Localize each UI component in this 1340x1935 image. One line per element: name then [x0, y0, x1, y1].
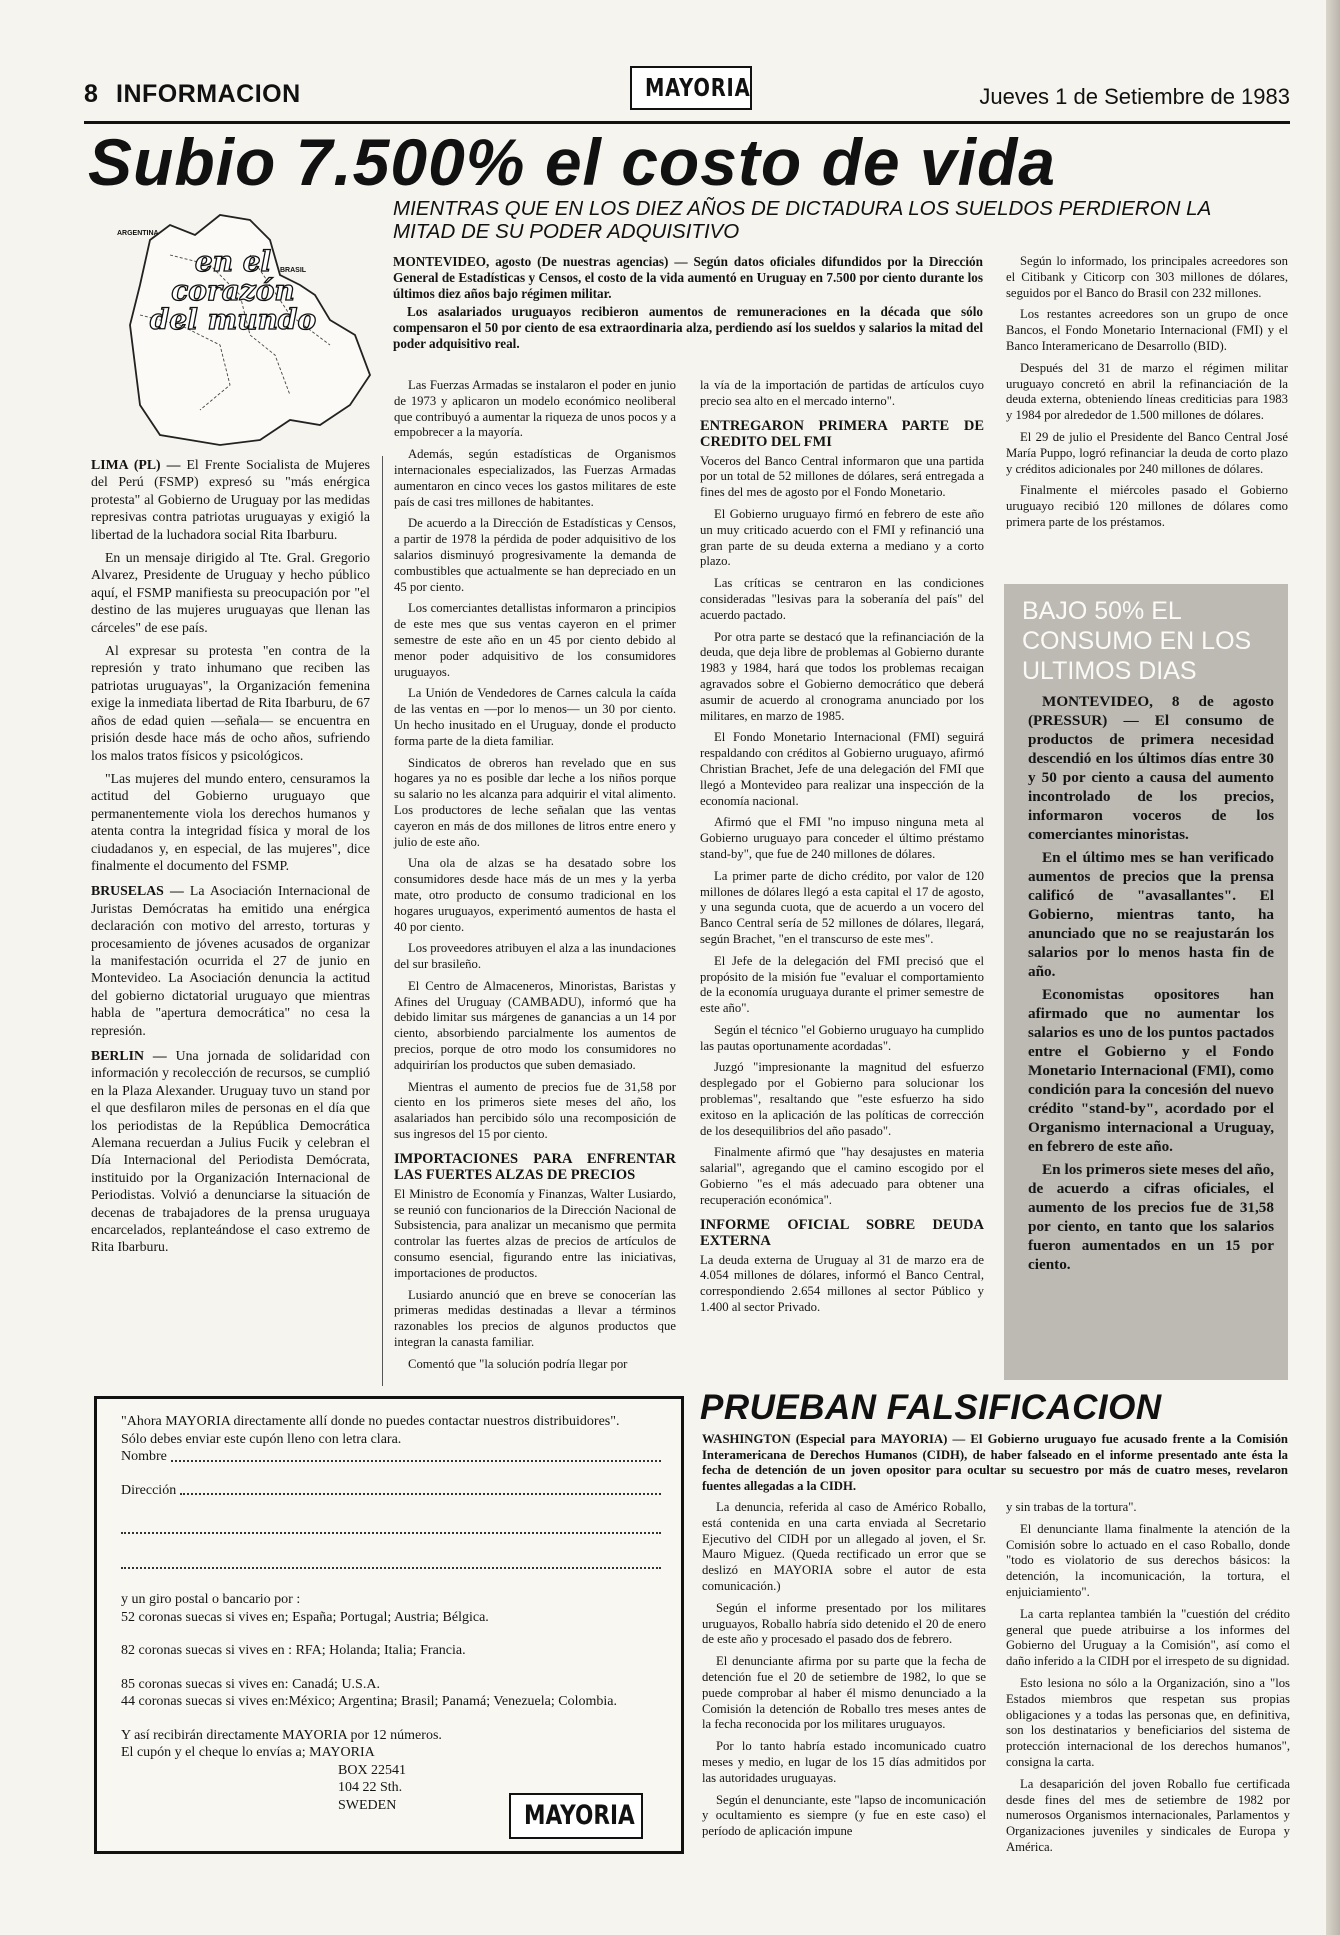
address-line[interactable]: [121, 1515, 661, 1534]
article-paragraph: Por otra parte se destacó que la refinanciación de la deuda, que deja libre de problemas al Gobierno durante 1983 y 1984, hará que todos los problemas recaigan agravados sobre el Gobierno democrático que deberá asumir de acuerdo al cronograma anunciado por los militares, en marzo de 1985.: [700, 629, 984, 723]
article-paragraph: El Fondo Monetario Internacional (FMI) seguirá respaldando con créditos al Gobierno uruguayo, afirmó Christian Brachet, Jefe de una delegación del FMI que llegó a Montevideo para realizar una inspección de la economía nacional.: [700, 730, 984, 808]
giro-label: y un giro postal o bancario por :: [121, 1592, 301, 1607]
article-paragraph: Las Fuerzas Armadas se instalaron el poder en junio de 1973 y aplicaron un modelo económico neoliberal que contribuyó a aumentar la riqueza de unos pocos y a empobrecer a la mayoría.: [394, 378, 676, 440]
article-paragraph: En un mensaje dirigido al Tte. Gral. Gregorio Alvarez, Presidente de Uruguay y hecho público aquí, el FSMP manifiesta su preocupación por "el destino de las mujeres uruguayas que llenan las cárceles" de ese país.: [91, 550, 370, 635]
coupon-closing: Y así recibirán directamente MAYORIA por 12 números.: [121, 1727, 442, 1743]
article-paragraph: Según el informe presentado por los militares uruguayos, Roballo habría sido detenido el 20 de enero de este año y procesado el pasado dos de febrero.: [702, 1600, 986, 1647]
article-paragraph: la vía de la importación de partidas de artículos cuyo precio sea alto en el mercado interno".: [700, 378, 984, 408]
article-paragraph: Sindicatos de obreros han revelado que en sus hogares ya no es posible dar leche a los niños porque su salario no les alcanza para adquirir el vital alimento. Los productores de leche señalan que las ventas cayeron en más de dos millones de litros entre enero y julio de este año.: [394, 755, 676, 849]
left-column: [91, 456, 370, 1262]
article-paragraph: Al expresar su protesta "en contra de la represión y trato inhumano que reciben las patriotas uruguayas", la Organización femenina exige la inmediata libertad de Rita Ibarburu, de 67 años de edad quien —señala— se encuentra en prisión desde hace más de ocho años, sufriendo los malos tratos físicos y psicológicos.: [91, 643, 370, 763]
story2-lead: WASHINGTON (Especial para MAYORIA) — El Gobierno uruguayo fue acusado frente a la Comisión Interamericana de Derechos Humanos (CIDH), de haber falseado en el informe presentado ante ésta la fecha de detención de un joven opositor para ocultar su secuestro por más de cuatro meses, revelaron fuentes allegadas a la CIDH.: [702, 1432, 1288, 1493]
subhead-credito-fmi: ENTREGARON PRIMERA PARTE DE CREDITO DEL FMI: [700, 417, 984, 450]
article-paragraph: BERLIN — Una jornada de solidaridad con información y recolección de recursos, se cumplió en la Plaza Alexander. Uruguay tuvo un stand por el que desfilaron miles de personas en el día que los periodistas de la República Democrática Alemana recuerdan a Julius Fucik y celebran el Día Internacional del Periodista Demócrata, instituido por la Organización Internacional de Periodistas. Volvió a denunciarse la situación de decenas de trabajadores de la prensa uruguaya encarcelados, replanteándose el caso extremo de Rita Ibarburu.: [91, 1048, 370, 1255]
subhead-importaciones: IMPORTACIONES PARA ENFRENTAR LAS FUERTES ALZAS DE PRECIOS: [394, 1150, 676, 1183]
box-title: BAJO 50% EL CONSUMO EN LOS ULTIMOS DIAS: [1022, 597, 1252, 685]
article-paragraph: El Centro de Almaceneros, Minoristas, Baristas y Afines del Uruguay (CAMBADU), informó que ha debido limitar sus márgenes de ganancias a un 14 por ciento, absorbiendo parcialmente los aumentos de precios, porque de otro modo los consumidores no adquirirían los productos que suben demasiado.: [394, 978, 676, 1072]
coupon-logo-text: MAYORIA: [524, 1800, 635, 1831]
issue-date: Jueves 1 de Setiembre de 1983: [979, 84, 1290, 109]
address-text: BOX 22541: [338, 1762, 407, 1778]
nombre-field[interactable]: [121, 1448, 661, 1466]
article-paragraph: La deuda externa de Uruguay al 31 de marzo era de 4.054 millones de dólares, informó el Banco Central, correspondiendo 2.654 millones al sector Público y 1.400 al sector Privado.: [700, 1252, 984, 1315]
article-paragraph: Comentó que "la solución podría llegar por: [408, 1356, 628, 1371]
article-paragraph: Finalmente el miércoles pasado el Gobierno uruguayo recibió 120 millones de dólares como primera parte de los préstamos.: [1006, 483, 1288, 529]
box-paragraph: MONTEVIDEO, 8 de agosto (PRESSUR) — El consumo de productos de primera necesidad descendió en los últimos días entre 30 y 50 por ciento a causa del aumento incontrolado de los precios, informaron voceros de los comerciantes minoristas.: [1028, 693, 1274, 843]
article-paragraph: Afirmó que el FMI "no impuso ninguna meta al Gobierno uruguayo para conceder el último préstamo stand-by", que fue de 240 millones de dólares.: [700, 815, 984, 861]
article-paragraph: Finalmente afirmó que "hay desajustes en materia salarial", agregando que el camino escogido por el Gobierno "es el más adecuado para obtener una recuperación económica".: [700, 1145, 984, 1207]
subscription-coupon: [94, 1396, 684, 1854]
article-paragraph: Además, según estadísticas de Organismos internacionales especializados, las Fuerzas Armadas aumentaron en cinco veces los gastos militares de este país de casi tres millones de habitantes.: [394, 447, 676, 509]
middle-column: [394, 378, 676, 1379]
article-paragraph: Juzgó "impresionante la magnitud del esfuerzo desplegado por el Gobierno para solucionar los problemas", resaltando que "este esfuerzo ha sido exitoso en la aplicación de las políticas de corrección de los desequilibrios del año pasado".: [700, 1060, 984, 1138]
coupon-intro: "Ahora MAYORIA directamente allí donde no puedes contactar nuestros distribuidores".: [121, 1414, 620, 1429]
article-paragraph: Por lo tanto habría estado incomunicado cuatro meses y medio, en lugar de los 15 días admitidos por las autoridades uruguayas.: [702, 1739, 986, 1785]
address-text: SWEDEN: [338, 1797, 397, 1813]
rate-line: 52 coronas suecas si vives en; España; Portugal; Austria; Bélgica.: [121, 1609, 489, 1625]
rate-line: 85 coronas suecas si vives en: Canadá; U.S.A.: [121, 1676, 380, 1692]
article-paragraph: El 29 de julio el Presidente del Banco Central José María Puppo, logró refinanciar la deuda de corto plazo y créditos adicionales por 240 millones de dólares.: [1006, 429, 1288, 476]
logo-text: MAYORIA: [644, 73, 751, 102]
map-label-brasil: BRASIL: [280, 267, 307, 274]
page-number: 8: [84, 80, 98, 108]
box-body: [1028, 692, 1274, 1274]
direccion-label: Dirección: [121, 1482, 177, 1498]
box-paragraph: En el último mes se han verificado aumentos de precios que la prensa calificó de "avasallantes". El Gobierno, mientras tanto, ha anunciado que no se reajustarán los salarios por lo menos hasta fin de año.: [1028, 849, 1274, 980]
address-text: 104 22 Sth.: [338, 1780, 403, 1795]
nombre-label: Nombre: [121, 1449, 167, 1464]
article-paragraph: La denuncia, referida al caso de Américo Roballo, está contenida en una carta enviada al Secretario Ejecutivo del CIDH por un allegado al joven, el Sr. Mauro Miguez. (Queda rectificado un error que se deslizó en MAYORIA sobre el autor de esta comunicación.): [702, 1500, 986, 1593]
article-paragraph: BRUSELAS — La Asociación Internacional de Juristas Demócratas ha emitido una enérgica declaración con motivo del arresto, torturas y procesamiento de jóvenes acusados de organizar la manifestación ocurrida el 27 de junio en Montevideo. La Asociación denuncia la actitud del gobierno dictatorial uruguayo que mientras habla de "apertura democrática" no cesa la represión.: [91, 883, 370, 1038]
lead-paragraph: MONTEVIDEO, agosto (De nuestras agencias) — Según datos oficiales difundidos por la Dirección General de Estadísticas y Censos, el costo de la vida aumentó en Uruguay en 7.500 por ciento durante los últimos diez años bajo régimen militar.: [393, 254, 983, 301]
main-headline: Subio 7.500% el costo de vida: [88, 125, 1056, 199]
map-slogan-line: corazón: [171, 274, 295, 307]
address-line[interactable]: [121, 1550, 661, 1569]
article-paragraph: Las críticas se centraron en las condiciones consideradas "lesivas para la soberanía del país" del acuerdo pactado.: [700, 576, 984, 622]
article-paragraph: y sin trabas de la tortura".: [1006, 1500, 1137, 1514]
story2-headline: PRUEBAN FALSIFICACION: [700, 1388, 1162, 1427]
rate-line: 82 coronas suecas si vives en : RFA; Holanda; Italia; Francia.: [121, 1643, 466, 1658]
article-paragraph: Los restantes acreedores son un grupo de once Bancos, el Fondo Monetario Internacional (FMI) y el Banco Interamericano de Desarrollo (BID).: [1006, 307, 1288, 353]
article-paragraph: Según el denunciante, este "lapso de incomunicación y ocultamiento es siempre (y fue en este caso) el período de aplicación impune: [702, 1792, 986, 1839]
article-paragraph: El Jefe de la delegación del FMI precisó que el propósito de la misión fue "evaluar el comportamiento de la economía uruguaya durante el primer semestre de este año".: [700, 953, 984, 1016]
story2-column-2: [1006, 1500, 1290, 1862]
article-paragraph: Después del 31 de marzo el régimen militar uruguayo concretó en abril la refinanciación de la deuda externa, obteniendo líneas crediticias para 1983 y 1984 por alrededor de 1.500 millones de dólares.: [1006, 360, 1288, 423]
article-paragraph: LIMA (PL) — El Frente Socialista de Mujeres del Perú (FSMP) expresó su "más enérgica protesta" al Gobierno de Uruguay por las medidas represivas contra patriotas uruguayas y exigió la libertad de la luchadora social Rita Ibarburu.: [91, 457, 370, 542]
far-right-column: [1006, 254, 1288, 537]
coupon-body: [121, 1413, 661, 1814]
article-paragraph: El Gobierno uruguayo firmó en febrero de este año un muy criticado acuerdo con el FMI y refinanció una gran parte de su deuda externa a mediano y a corto plazo.: [700, 506, 984, 569]
masthead-rule: [84, 121, 1290, 124]
article-paragraph: Los comerciantes detallistas informaron a principios de este mes que sus ventas cayeron en el primer semestre de este año en un 45 por ciento debido al menor poder adquisitivo de los consumidores uruguayos.: [394, 601, 676, 679]
article-paragraph: Según el técnico "el Gobierno uruguayo ha cumplido las pautas oportunamente acordadas".: [700, 1022, 984, 1053]
box-paragraph: En los primeros siete meses del año, de acuerdo a cifras oficiales, el aumento de los precios fue de 31,58 por ciento, en tanto que los salarios fueron aumentados en un 15 por ciento.: [1028, 1161, 1274, 1273]
consumption-box: [1004, 584, 1288, 1380]
article-paragraph: El denunciante llama finalmente la atención de la Comisión sobre lo actuado en el caso Roballo, donde "todo es violatorio de sus derechos básicos: la detención, la incomunicación, la tortura, el enjuiciamiento".: [1006, 1521, 1290, 1599]
article-paragraph: La primer parte de dicho crédito, por valor de 120 millones de dólares llegó a esta capital el 17 de agosto, y una segunda cuota, que de acuerdo a un vocero del Banco Central sería de 52 millones de dólares, llegará, según Brachet, "en el transcurso de este mes".: [700, 868, 984, 946]
nombre-dots: [171, 1448, 661, 1462]
coupon-logo: [509, 1793, 643, 1839]
article-paragraph: El denunciante afirma por su parte que la fecha de detención fue el 20 de setiembre de 1982, lo que se puede comprobar al haber él mismo denunciado a la Comisión la detención de Roballo tres meses antes de la fecha reconocida por los militares uruguayos.: [702, 1654, 986, 1732]
masthead-logo: [630, 66, 752, 110]
article-paragraph: Lusiardo anunció que en breve se conocerían las primeras medidas destinadas a llevar a términos razonables los precios de algunos productos que integran la canasta familiar.: [394, 1287, 676, 1350]
map-slogan-line: del mundo: [149, 303, 317, 336]
coupon-send-to: El cupón y el cheque lo envías a; MAYORIA: [121, 1745, 375, 1760]
lead-paragraph: Los asalariados uruguayos recibieron aumentos de remuneraciones en la década que sólo compensaron el 50 por ciento de esa extraordinaria alza, perdiendo así los sueldos y salarios la mitad del poder adquisitivo real.: [393, 304, 983, 351]
article-paragraph: Una ola de alzas se ha desatado sobre los consumidores desde hace más de un mes y la yerba mate, otro producto de consumo tradicional en los hogares uruguayos, experimentó aumentos de hasta el 40 por ciento.: [394, 856, 676, 934]
main-lead: [393, 254, 983, 352]
article-paragraph: Según lo informado, los principales acreedores son el Citibank y Citicorp con 303 millones de dólares, seguidos por el Banco do Brasil con 232 millones.: [1006, 254, 1288, 300]
box-paragraph: Economistas opositores han afirmado que no aumentar los salarios es uno de los puntos pactados entre el Gobierno y el Fondo Monetario Internacional (FMI), como condición para la concesión del nuevo crédito "stand-by", acordado por el Organismo internacional a Uruguay, en febrero de este año.: [1028, 986, 1274, 1155]
subhead-deuda-externa: INFORME OFICIAL SOBRE DEUDA EXTERNA: [700, 1216, 984, 1249]
article-paragraph: Voceros del Banco Central informaron que una partida por un total de 52 millones de dólares, será entregada a fines del mes de agosto por el Fondo Monetario.: [700, 453, 984, 500]
section-title: INFORMACION: [116, 80, 301, 108]
column-divider: [382, 456, 383, 1386]
article-paragraph: "Las mujeres del mundo entero, censuramos la actitud del Gobierno uruguayo que permanentemente viola los derechos humanos y atenta contra la integridad física y moral de los ciudadanos y, en especial, de las mujeres", dice finalmente el documento del FSMP.: [91, 770, 370, 873]
article-paragraph: La carta replantea también la "cuestión del crédito general que puede atribuirse a los informes del Gobierno del Uruguay a la Comisión", así como el daño inferido a la CIDH por el irrespeto de su dignidad.: [1006, 1606, 1290, 1669]
article-paragraph: Mientras el aumento de precios fue de 31,58 por ciento en los primeros siete meses del año, los asalariados han percibido sólo una recomposición de sus ingresos del 15 por ciento.: [394, 1079, 676, 1142]
direccion-dots: [180, 1482, 661, 1496]
map-graphic: [100, 195, 380, 450]
story2-column-1: [702, 1500, 986, 1846]
coupon-instruction: Sólo debes enviar este cupón lleno con letra clara.: [121, 1431, 402, 1447]
article-paragraph: Esto lesiona no sólo a la Organización, sino a "los Estados miembros que respetan sus propias obligaciones y a todas las personas que, en definitiva, son los destinatarios y beneficiarios del sistema de protección internacional de los derechos humanos", consigna la carta.: [1006, 1675, 1290, 1769]
article-paragraph: Los proveedores atribuyen el alza a las inundaciones del sur brasileño.: [394, 941, 676, 972]
right-column: [700, 378, 984, 1322]
direccion-field[interactable]: [121, 1482, 661, 1500]
article-paragraph: La desaparición del joven Roballo fue certificada desde fines del mes de setiembre de 1982 por numerosos Organismos internacionales, Parlamentos y Organizaciones juveniles y sindicales de Europa y América.: [1006, 1776, 1290, 1854]
map-slogan: [148, 247, 318, 334]
article-paragraph: De acuerdo a la Dirección de Estadísticas y Censos, a partir de 1978 la pérdida de poder adquisitivo de los salarios disminuyó progresivamente la demanda de combustibles que actualmente se han depreciado en un 45 por ciento.: [394, 516, 676, 594]
main-subheadline: MIENTRAS QUE EN LOS DIEZ AÑOS DE DICTADURA LOS SUELDOS PERDIERON LA MITAD DE SU PODER ADQUISITIVO: [393, 197, 1211, 243]
map-label-argentina: ARGENTINA: [117, 230, 159, 237]
article-paragraph: El Ministro de Economía y Finanzas, Walter Lusiardo, se reunió con funcionarios de la Dirección Nacional de Subsistencia, para analizar un mecanismo que permita controlar las fuertes alzas de precios de artículos de consumo esencial, figurando entre las iniciativas, importaciones de productos.: [394, 1186, 676, 1280]
page-edge: [1326, 0, 1340, 1935]
rate-line: 44 coronas suecas si vives en:México; Argentina; Brasil; Panamá; Venezuela; Colombia.: [121, 1694, 617, 1709]
article-paragraph: La Unión de Vendedores de Carnes calcula la caída de las ventas en —por lo menos— un 30 por ciento. Un hecho inusitado en el Uruguay, donde el producto forma parte de la dieta familiar.: [394, 686, 676, 748]
map-slogan-line: en el: [194, 245, 272, 278]
